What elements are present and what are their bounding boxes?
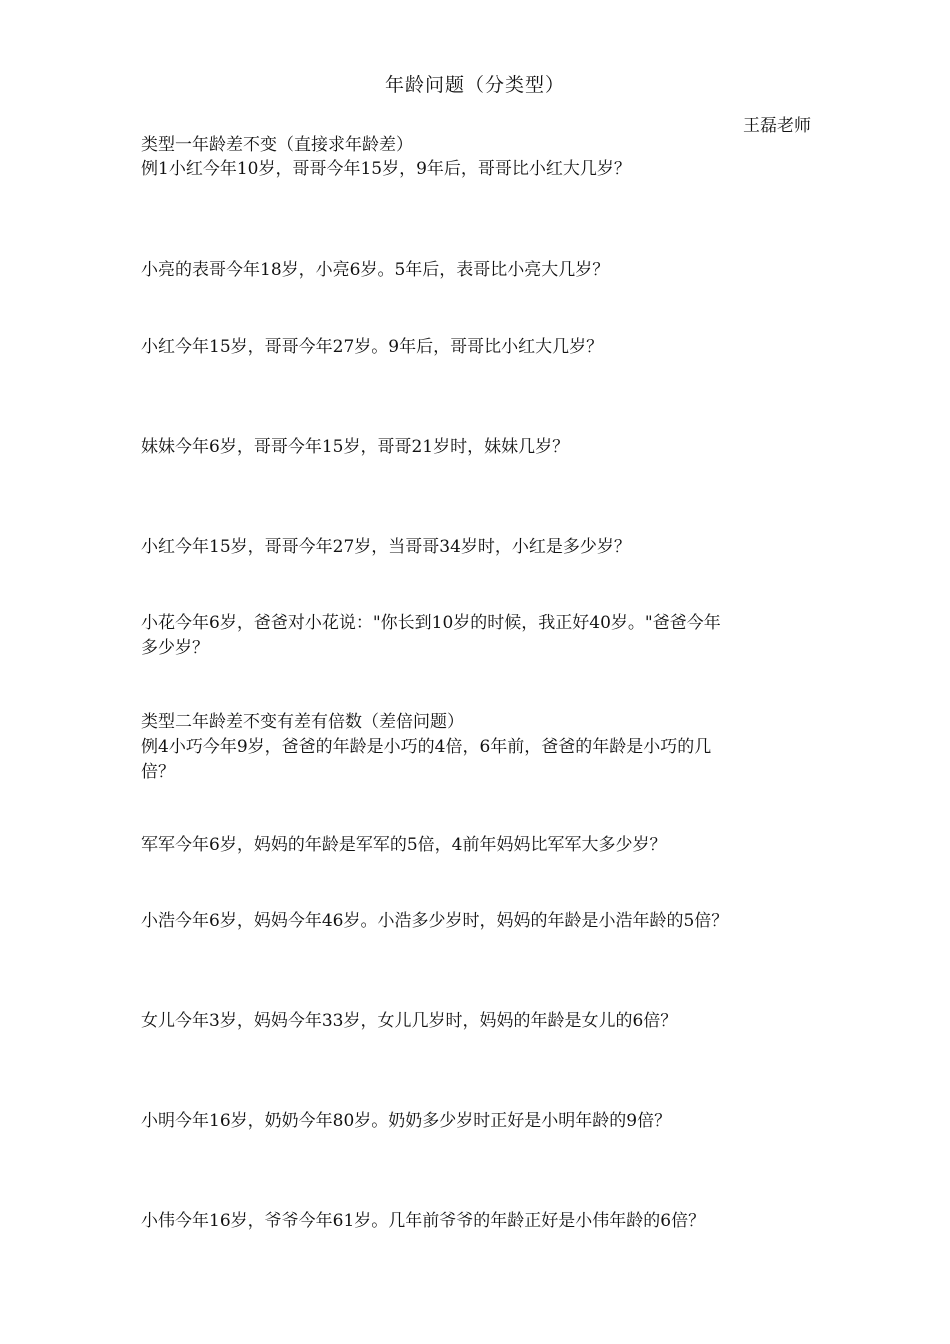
page-title: 年龄问题（分类型） xyxy=(384,74,565,96)
example-problem-4: 例4小巧今年9岁，爸爸的年龄是小巧的4倍，6年前，爸爸的年龄是小巧的几 xyxy=(141,737,712,757)
problem-item: 小伟今年16岁，爷爷今年61岁。几年前爷爷的年龄正好是小伟年龄的6倍？ xyxy=(141,1211,706,1231)
example-problem-1: 例1小红今年10岁，哥哥今年15岁，9年后，哥哥比小红大几岁？ xyxy=(141,159,631,179)
example-problem-4-continuation: 倍？ xyxy=(141,762,175,782)
problem-item: 小红今年15岁，哥哥今年27岁。9年后，哥哥比小红大几岁？ xyxy=(141,337,604,357)
problem-item: 小亮的表哥今年18岁，小亮6岁。5年后，表哥比小亮大几岁？ xyxy=(141,260,610,280)
section-heading-type-1: 类型一年龄差不变（直接求年龄差） xyxy=(141,135,413,155)
problem-item: 小红今年15岁，哥哥今年27岁，当哥哥34岁时，小红是多少岁？ xyxy=(141,537,631,557)
problem-item: 小明今年16岁，奶奶今年80岁。奶奶多少岁时正好是小明年龄的9倍？ xyxy=(141,1111,672,1131)
problem-item-continuation: 多少岁？ xyxy=(141,638,209,658)
problem-item: 女儿今年3岁，妈妈今年33岁，女儿几岁时，妈妈的年龄是女儿的6倍？ xyxy=(141,1011,678,1031)
problem-item: 军军今年6岁，妈妈的年龄是军军的5倍，4前年妈妈比军军大多少岁？ xyxy=(141,835,667,855)
problem-item: 小花今年6岁，爸爸对小花说："你长到10岁的时候，我正好40岁。"爸爸今年 xyxy=(141,613,721,633)
section-heading-type-2: 类型二年龄差不变有差有倍数（差倍问题） xyxy=(141,712,464,732)
problem-item: 小浩今年6岁，妈妈今年46岁。小浩多少岁时，妈妈的年龄是小浩年龄的5倍？ xyxy=(141,911,729,931)
problem-item: 妹妹今年6岁，哥哥今年15岁，哥哥21岁时，妹妹几岁？ xyxy=(141,437,570,457)
author-name: 王磊老师 xyxy=(743,116,811,136)
